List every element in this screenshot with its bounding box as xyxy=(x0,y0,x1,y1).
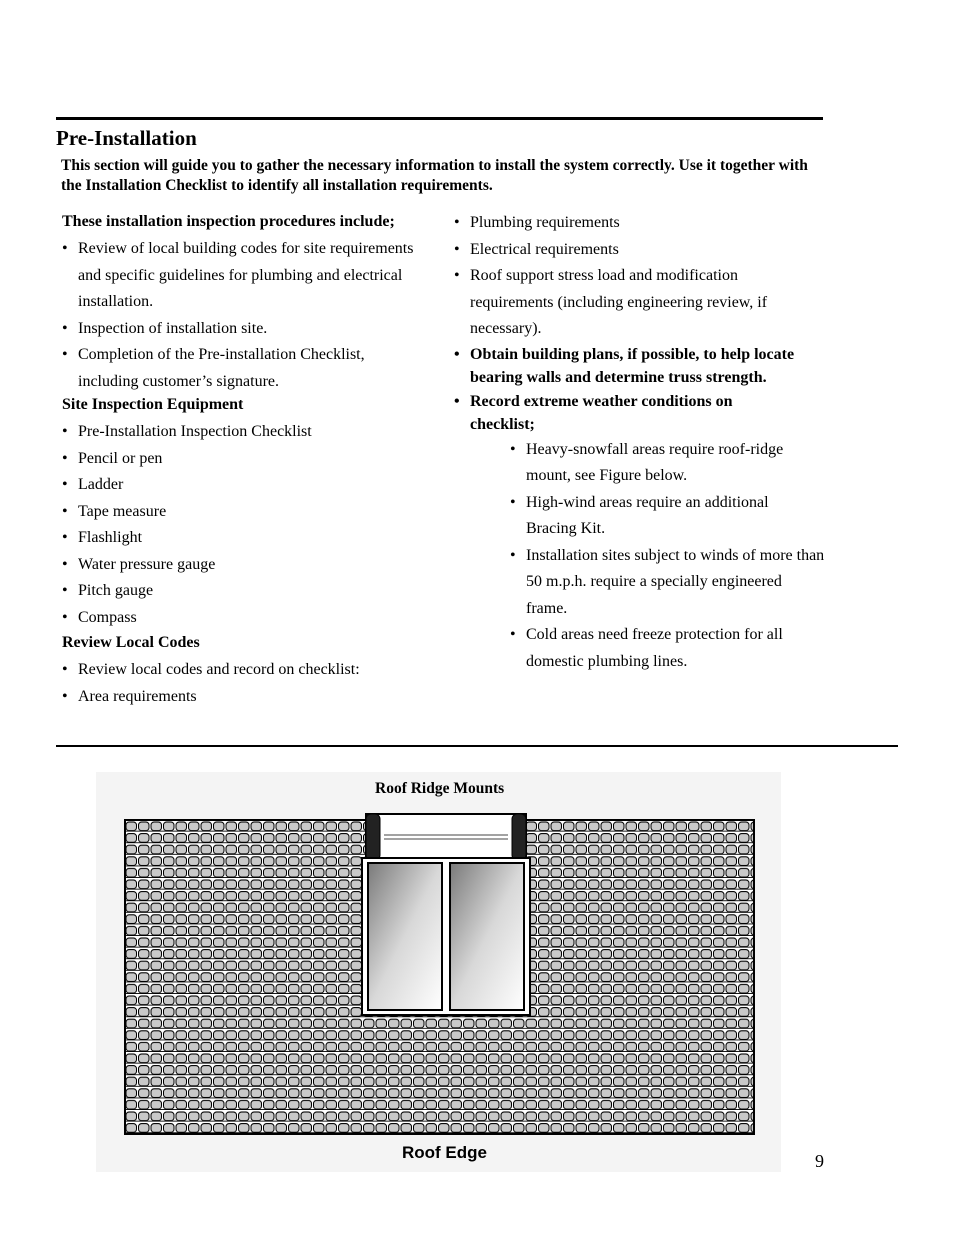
tank-end-cap xyxy=(512,814,526,860)
equipment-item: • Flashlight xyxy=(56,525,441,552)
roof-figure xyxy=(96,772,781,1172)
tank-end-cap xyxy=(366,814,380,860)
codes-heading: Review Local Codes xyxy=(62,634,200,651)
right-column xyxy=(448,210,828,675)
top-divider xyxy=(56,117,823,120)
section-intro: This section will guide you to gather the necessary information to install the system correctly. Use it together with the Installation Checklist to identify all installation requirements. xyxy=(61,157,808,194)
procedures-heading: These installation inspection procedures include; xyxy=(62,213,395,230)
procedure-item: • Inspection of installation site. xyxy=(56,316,398,343)
equipment-item: • Pre-Installation Inspection Checklist xyxy=(56,419,441,446)
storage-tank xyxy=(366,814,526,860)
requirement-item: • Roof support stress load and modification requirements (including engineering review, if necessary). xyxy=(448,263,800,343)
collector-panel xyxy=(368,863,442,1010)
roof-edge-label: Roof Edge xyxy=(402,1143,487,1162)
requirement-item: • Plumbing requirements xyxy=(448,210,828,237)
left-column xyxy=(56,210,441,710)
bold-item: • Record extreme weather conditions on checklist; xyxy=(448,390,770,437)
figure-caption: Roof Ridge Mounts xyxy=(375,780,505,797)
procedure-item: • Completion of the Pre-installation Checklist, including customer’s signature. xyxy=(56,342,408,395)
weather-item: • Heavy-snowfall areas require roof-ridge mount, see Figure below. xyxy=(504,437,816,490)
weather-item: • Installation sites subject to winds of more than 50 m.p.h. require a specially engineered frame. xyxy=(504,543,826,623)
codes-item: • Review local codes and record on checklist: xyxy=(56,657,441,684)
equipment-item: • Compass xyxy=(56,605,441,632)
page-number: 9 xyxy=(815,1151,824,1171)
section-title: Pre-Installation xyxy=(56,126,197,150)
middle-divider xyxy=(56,745,898,747)
equipment-item: • Water pressure gauge xyxy=(56,552,441,579)
equipment-item: • Tape measure xyxy=(56,499,441,526)
collector-panel xyxy=(450,863,524,1010)
equipment-item: • Pitch gauge xyxy=(56,578,441,605)
equipment-item: • Ladder xyxy=(56,472,441,499)
weather-item: • High-wind areas require an additional Bracing Kit. xyxy=(504,490,816,543)
roof-illustration xyxy=(96,772,781,1172)
equipment-item: • Pencil or pen xyxy=(56,446,441,473)
weather-list xyxy=(448,437,828,676)
bold-item: • Obtain building plans, if possible, to help locate bearing walls and determine truss strength. xyxy=(448,343,828,390)
equipment-heading: Site Inspection Equipment xyxy=(62,396,244,413)
weather-item: • Cold areas need freeze protection for all domestic plumbing lines. xyxy=(504,622,816,675)
requirement-item: • Electrical requirements xyxy=(448,237,828,264)
procedure-item: • Review of local building codes for site requirements and specific guidelines for plumbing and electrical installation. xyxy=(56,236,428,316)
codes-item: • Area requirements xyxy=(56,684,441,711)
